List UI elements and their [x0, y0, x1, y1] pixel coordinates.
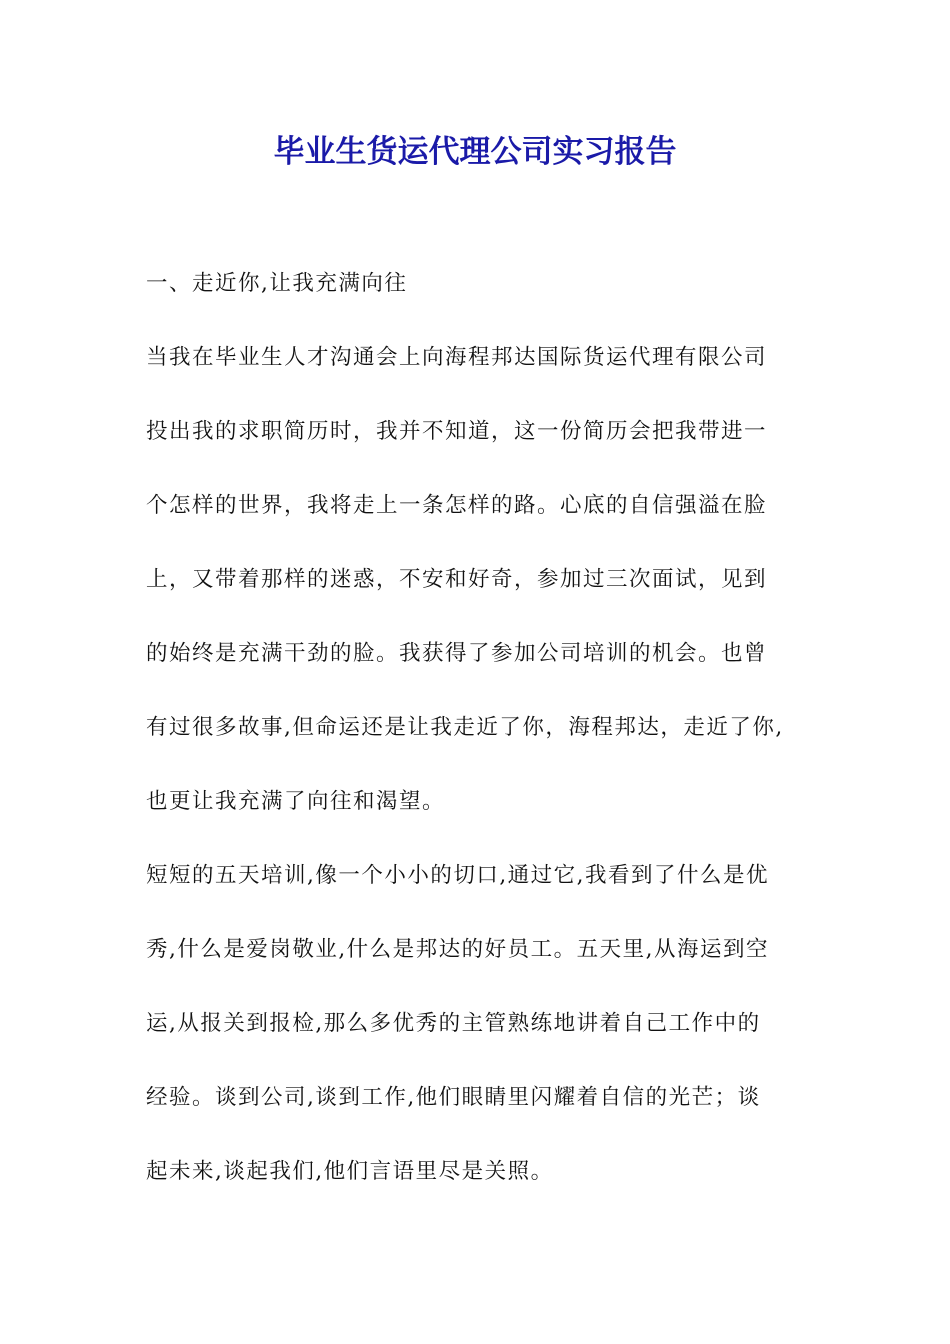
body-text-line: 上，又带着那样的迷惑，不安和好奇，参加过三次面试，见到 — [146, 567, 768, 592]
body-text-line: 投出我的求职简历时，我并不知道，这一份简历会把我带进一 — [146, 419, 768, 444]
body-text-line: 经验。谈到公司,谈到工作,他们眼睛里闪耀着自信的光芒；谈 — [146, 1085, 761, 1110]
document-title: 毕业生货运代理公司实习报告 — [273, 134, 677, 170]
section-heading: 一、走近你,让我充满向往 — [146, 271, 408, 296]
body-text-line: 的始终是充满干劲的脸。我获得了参加公司培训的机会。也曾 — [146, 641, 768, 666]
body-text-line: 短短的五天培训,像一个小小的切口,通过它,我看到了什么是优 — [146, 863, 770, 888]
body-text-line: 当我在毕业生人才沟通会上向海程邦达国际货运代理有限公司 — [146, 345, 768, 370]
body-text-line: 个怎样的世界，我将走上一条怎样的路。心底的自信强溢在脸 — [146, 493, 768, 518]
body-text-line: 起未来,谈起我们,他们言语里尽是关照。 — [146, 1159, 554, 1184]
body-text-line: 也更让我充满了向往和渴望。 — [146, 789, 446, 814]
document-body — [146, 262, 826, 1224]
body-text-line: 秀,什么是爱岗敬业,什么是邦达的好员工。五天里,从海运到空 — [146, 937, 770, 962]
body-text-line: 运,从报关到报检,那么多优秀的主管熟练地讲着自己工作中的 — [146, 1011, 761, 1036]
body-text-line: 有过很多故事,但命运还是让我走近了你，海程邦达，走近了你, — [146, 715, 784, 740]
